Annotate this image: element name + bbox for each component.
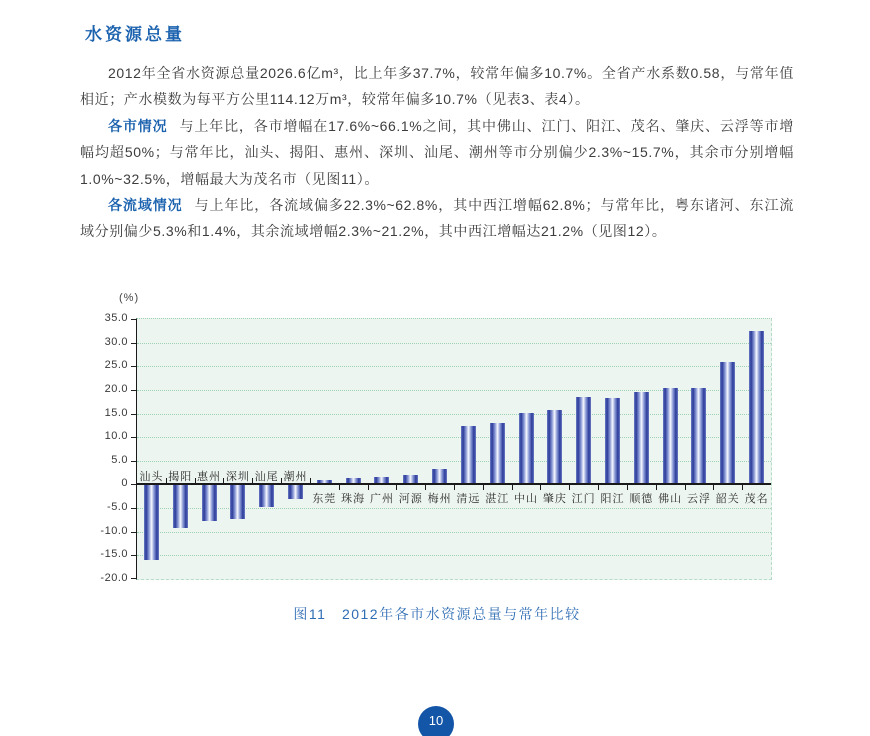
y-tick-label: 30.0: [104, 335, 128, 348]
y-tick-label: 5.0: [111, 453, 128, 466]
x-tick-label: 韶关: [715, 493, 740, 506]
bar: [173, 485, 188, 527]
x-tick-label: 云浮: [686, 493, 711, 506]
paragraph-cities: [80, 113, 794, 192]
paragraph-basins-label: 各流域情况: [108, 197, 183, 214]
y-tick-label: 0: [121, 477, 128, 490]
x-tick-label: 肇庆: [542, 493, 567, 506]
paragraph-basins-text: 与上年比，各流域偏多22.3%~62.8%，其中西江增幅62.8%；与常年比，粤东诸河、东江流域分别偏少5.3%和1.4%，其余流域增幅2.3%~21.2%，其中西江增幅达21.2%（见图12）。: [80, 197, 795, 240]
x-tick-label: 茂名: [744, 493, 769, 506]
y-axis-tick: [131, 532, 136, 533]
bar: [461, 426, 476, 484]
gridline: [137, 343, 771, 344]
x-tick-label: 佛山: [658, 493, 683, 506]
y-axis-unit-label: (%): [119, 292, 140, 304]
figure-caption: 图11 2012年各市水资源总量与常年比较: [293, 606, 581, 622]
page-number: 10: [428, 713, 444, 728]
bar: [202, 485, 217, 520]
x-tick-label: 中山: [514, 493, 539, 506]
y-axis-tick: [131, 508, 136, 509]
gridline: [137, 532, 771, 533]
bar: [576, 397, 591, 484]
gridline: [137, 366, 771, 367]
x-tick-label: 潮州: [283, 471, 308, 484]
y-axis-tick: [131, 343, 136, 344]
y-tick-label: 25.0: [104, 359, 128, 372]
y-axis-tick: [131, 578, 136, 579]
x-tick-label: 梅州: [427, 493, 452, 506]
bar: [663, 388, 678, 485]
y-axis-tick: [131, 366, 136, 367]
x-tick-label: 汕头: [139, 471, 164, 484]
y-tick-label: -5.0: [107, 501, 128, 514]
x-tick-label: 顺德: [629, 493, 654, 506]
x-tick-label: 阳江: [600, 493, 625, 506]
bar: [490, 423, 505, 484]
y-tick-label: 10.0: [104, 430, 128, 443]
bar: [605, 398, 620, 485]
y-axis-tick: [131, 484, 136, 485]
paragraph-basins: [80, 192, 794, 245]
x-tick-label: 河源: [398, 493, 423, 506]
plot-area: [136, 318, 772, 580]
bar: [259, 485, 274, 506]
x-tick-label: 江门: [571, 493, 596, 506]
x-tick-label: 深圳: [225, 471, 250, 484]
body-text: [80, 60, 794, 245]
bar: [230, 485, 245, 518]
gridline: [137, 555, 771, 556]
y-axis-tick: [131, 319, 136, 320]
bar: [720, 362, 735, 484]
y-tick-label: -10.0: [100, 524, 128, 537]
bar: [432, 469, 447, 484]
y-axis-tick: [131, 461, 136, 462]
bar: [144, 485, 159, 559]
y-tick-label: 20.0: [104, 382, 128, 395]
page-title: 水资源总量: [85, 25, 185, 44]
x-tick-label: 东莞: [312, 493, 337, 506]
y-tick-label: -20.0: [100, 572, 128, 584]
x-tick-label: 汕尾: [254, 471, 279, 484]
x-tick-label: 惠州: [197, 471, 222, 484]
y-axis-tick: [131, 390, 136, 391]
x-tick-label: 揭阳: [168, 471, 193, 484]
y-axis-tick: [131, 555, 136, 556]
paragraph-cities-label: 各市情况: [108, 117, 168, 134]
paragraph-cities-text: 与上年比，各市增幅在17.6%~66.1%之间，其中佛山、江门、阳江、茂名、肇庆、云浮等市增幅均超50%；与常年比，汕头、揭阳、惠州、深圳、汕尾、潮州等市分别偏少2.3%~15.7%，其余市分别增幅1.0%~32.5%，增幅最大为茂名市（见图11）。: [80, 117, 794, 187]
y-tick-label: 15.0: [104, 406, 128, 419]
y-tick-label: 35.0: [104, 312, 128, 324]
bar: [691, 388, 706, 485]
bar: [547, 410, 562, 484]
page-number-badge: [418, 706, 454, 736]
x-tick-label: 珠海: [341, 493, 366, 506]
x-tick-label: 广州: [369, 493, 394, 506]
y-axis: [84, 312, 128, 584]
bar: [519, 413, 534, 485]
y-axis-tick: [131, 437, 136, 438]
bar: [288, 485, 303, 499]
paragraph-overview-text: 2012年全省水资源总量2026.6亿m³，比上年多37.7%，较常年偏多10.7%。全省产水系数0.58，与常年值相近；产水模数为每平方公里114.12万m³，较常年偏多10.7%（见表3、表4）。: [80, 65, 794, 108]
y-axis-tick: [131, 414, 136, 415]
x-tick-label: 清远: [456, 493, 481, 506]
bar: [749, 331, 764, 485]
bar: [634, 392, 649, 484]
paragraph-overview: [80, 60, 794, 113]
y-tick-label: -15.0: [100, 548, 128, 561]
x-tick-label: 湛江: [485, 493, 510, 506]
